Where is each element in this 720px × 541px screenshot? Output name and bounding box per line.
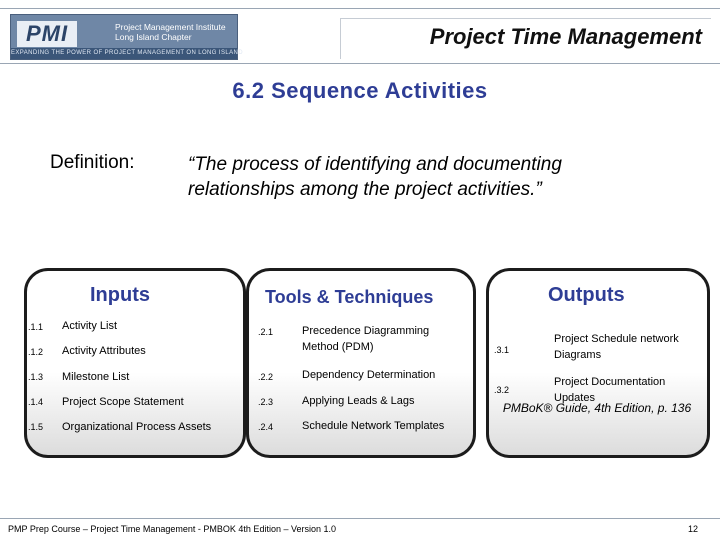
input-item: Activity List bbox=[62, 320, 118, 332]
page-title: Project Time Management bbox=[429, 24, 702, 49]
inputs-title: Inputs bbox=[90, 284, 150, 306]
tool-item: Precedence Diagramming Method (PDM) bbox=[302, 325, 430, 353]
slide-subtitle: 6.2 Sequence Activities bbox=[232, 78, 488, 103]
output-item: Project Schedule network Diagrams bbox=[554, 333, 679, 361]
tool-number: .2.3 bbox=[258, 397, 274, 407]
logo-tagline: EXPANDING THE POWER OF PROJECT MANAGEMENT ON LONG ISLAND bbox=[11, 48, 237, 59]
pmi-logo-mark: PMI bbox=[17, 21, 77, 47]
input-item: Milestone List bbox=[62, 371, 130, 383]
tool-number: .2.2 bbox=[258, 372, 274, 382]
input-item: Activity Attributes bbox=[62, 345, 146, 357]
definition-label: Definition: bbox=[50, 152, 135, 173]
tools-title: Tools & Techniques bbox=[265, 287, 434, 307]
output-item: Project Documentation Updates bbox=[554, 376, 666, 404]
logo-org-name: Project Management Institute bbox=[115, 22, 226, 32]
input-number: .1.4 bbox=[28, 397, 44, 407]
tool-number: .2.1 bbox=[258, 327, 274, 337]
input-number: .1.3 bbox=[28, 372, 44, 382]
header-top-rule bbox=[0, 8, 720, 9]
footer-text: PMP Prep Course – Project Time Management - PMBOK 4th Edition – Version 1.0 bbox=[8, 524, 336, 534]
input-number: .1.5 bbox=[28, 422, 44, 432]
tool-item: Applying Leads & Lags bbox=[302, 395, 415, 407]
output-number: .3.2 bbox=[494, 385, 510, 395]
input-number: .1.2 bbox=[28, 347, 44, 357]
outputs-title: Outputs bbox=[548, 284, 625, 306]
tool-item: Schedule Network Templates bbox=[302, 420, 445, 432]
pmi-logo bbox=[10, 14, 243, 60]
input-item: Project Scope Statement bbox=[62, 396, 184, 408]
logo-chapter-name: Long Island Chapter bbox=[115, 32, 192, 42]
header-bottom-rule bbox=[0, 63, 720, 64]
output-number: .3.1 bbox=[494, 345, 510, 355]
input-number: .1.1 bbox=[28, 322, 44, 332]
definition-text: “The process of identifying and documenting relationships among the project activities.” bbox=[188, 154, 562, 200]
input-item: Organizational Process Assets bbox=[62, 421, 212, 433]
source-citation: PMBoK® Guide, 4th Edition, p. 136 bbox=[502, 401, 692, 415]
tool-number: .2.4 bbox=[258, 422, 274, 432]
tool-item: Dependency Determination bbox=[302, 369, 436, 381]
page-number: 12 bbox=[687, 524, 698, 534]
